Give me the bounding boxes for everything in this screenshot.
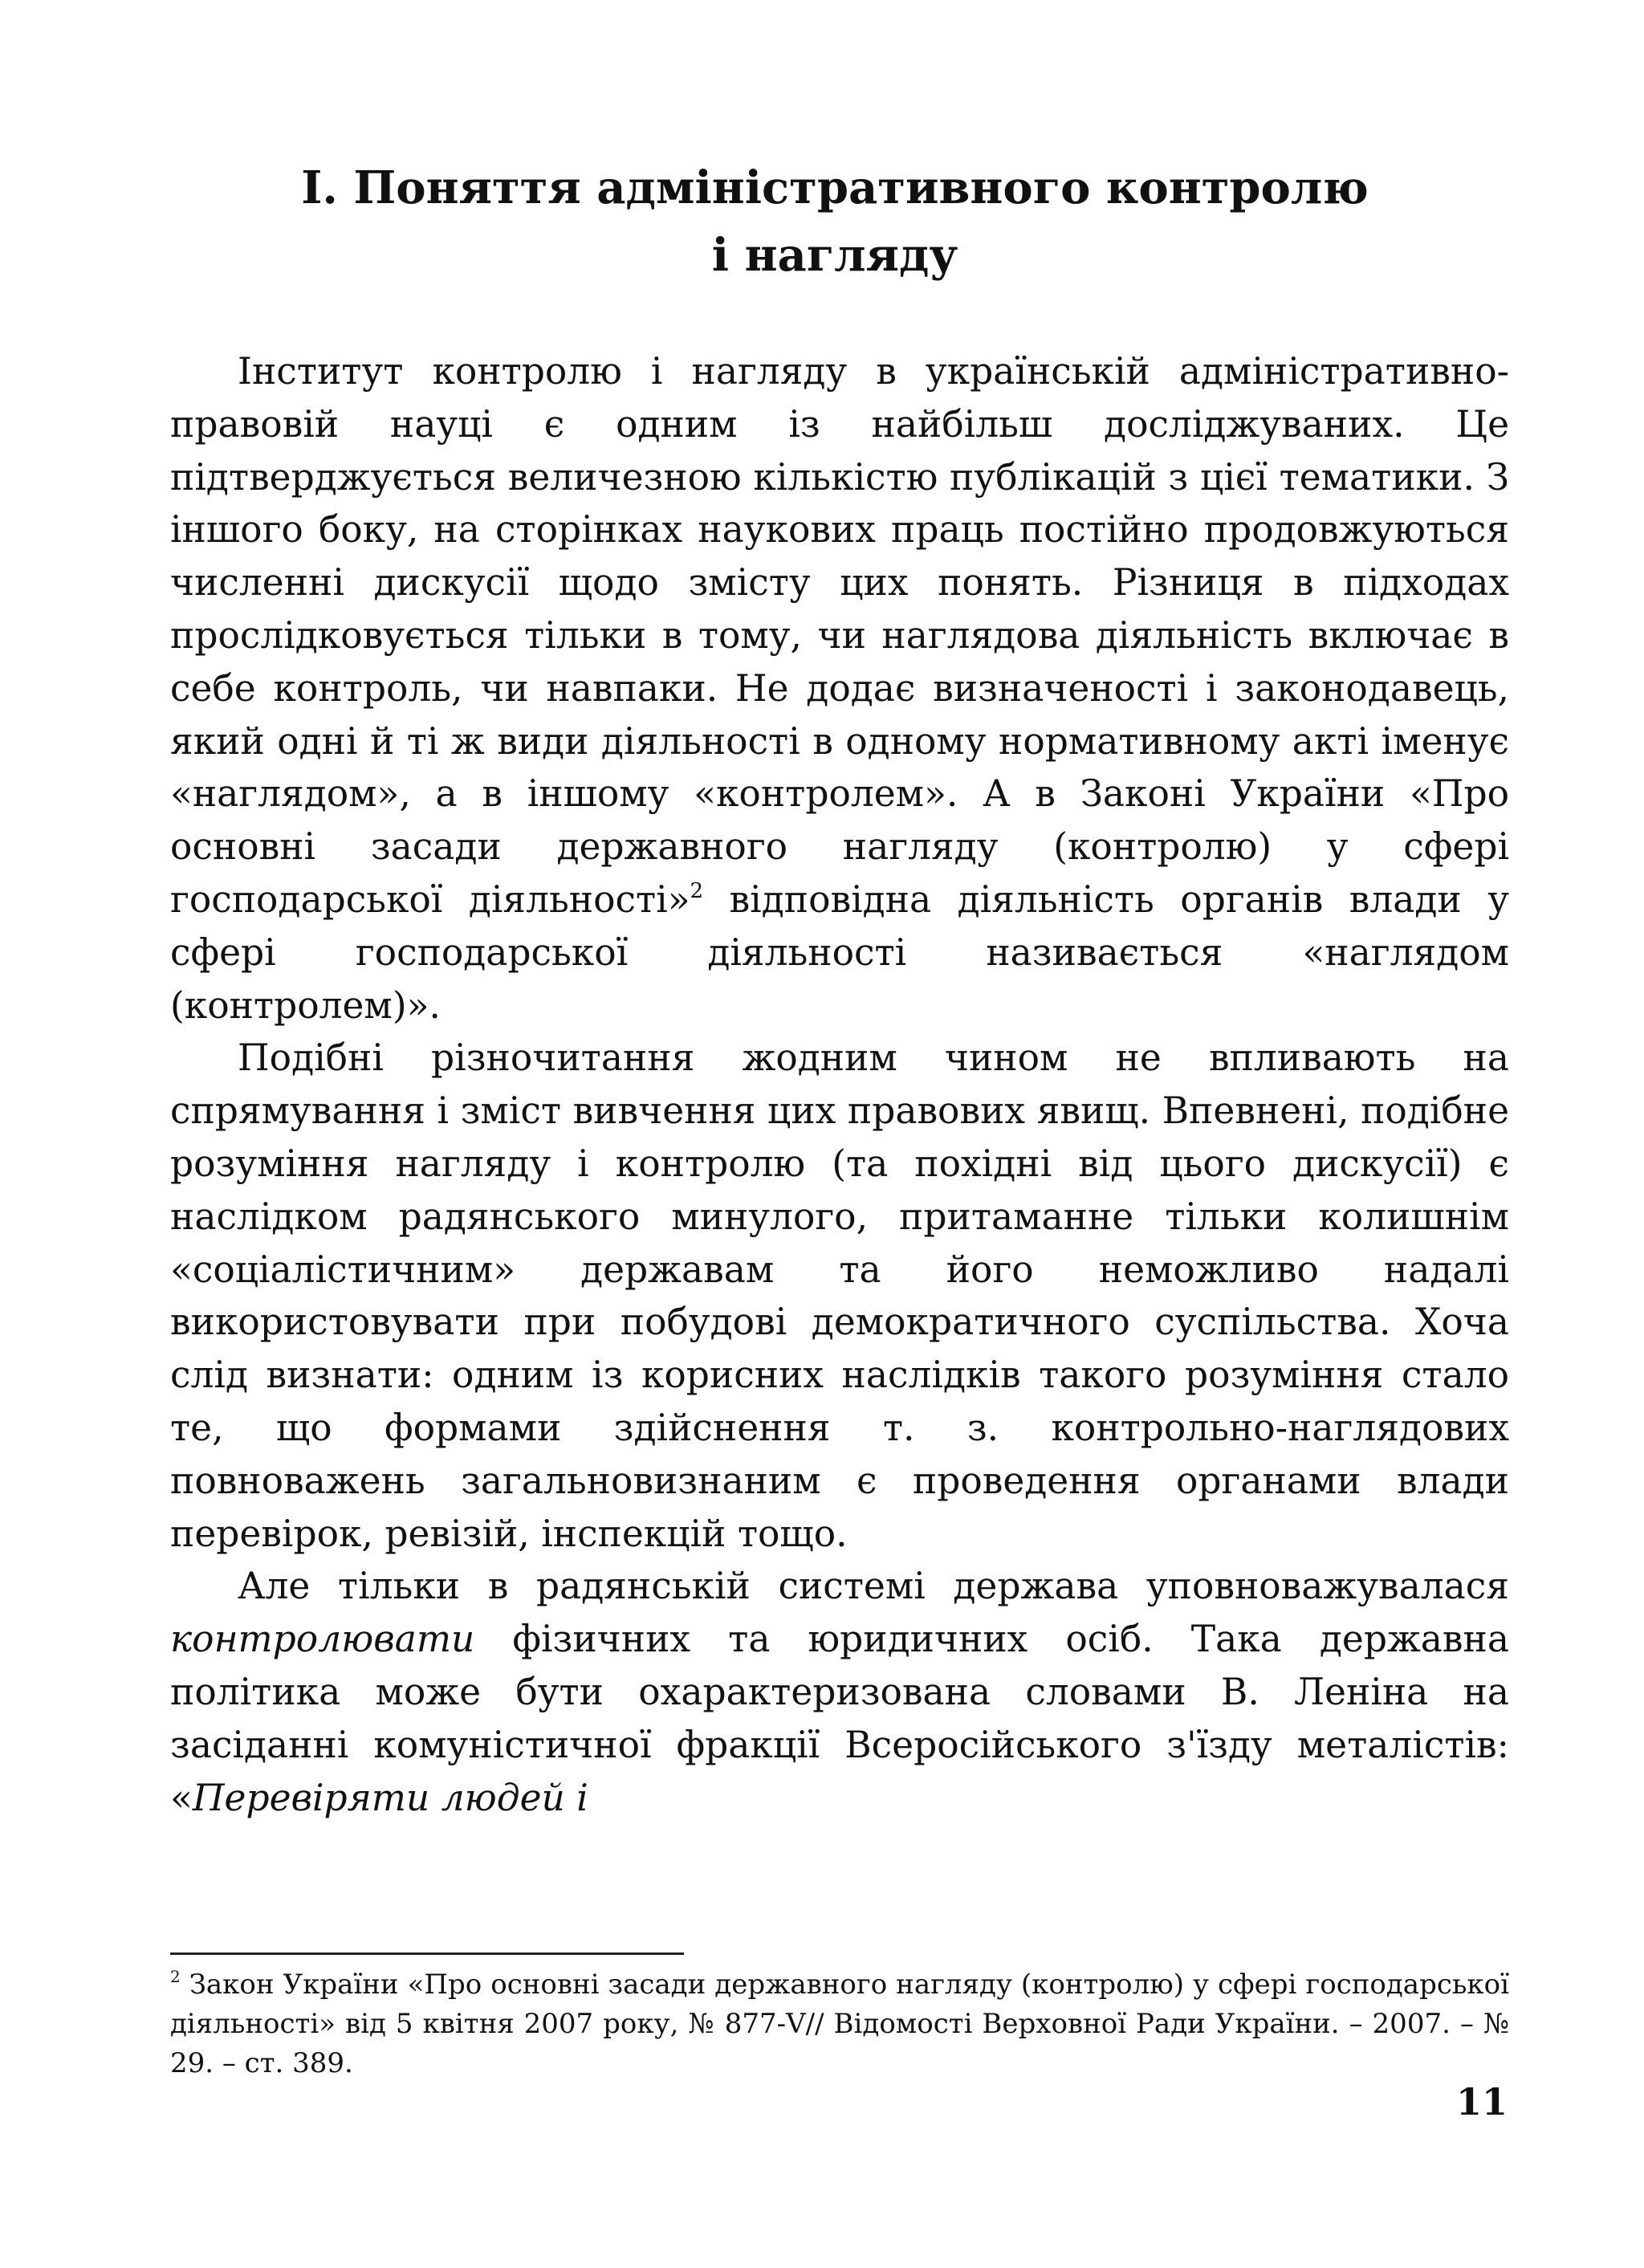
paragraph-3-text-a: Але тільки в радянській системі держава уповноважувалася — [238, 1565, 1509, 1608]
paragraph-3-italic-b: Перевіряти людей і — [192, 1776, 588, 1819]
section-heading — [161, 154, 1509, 289]
section-heading-line-2: і нагляду — [711, 229, 958, 282]
paragraph-2-text: Подібні різночитання жодним чином не впливають на спрямування і зміст вивчення цих правових явищ. Впевнені, подібне розуміння нагляду і контролю (та похідні від цього дискусії) є наслідком радянського минулого, притаманне тільки колишнім «соціалістичним» державам та його неможливо надалі використовувати при побудові демократичного суспільства. Хоча слід визнати: одним із корисних наслідків такого розуміння стало те, що формами здійснення т. з. контрольно-наглядових повноважень загальновизнаним є проведення органами влади перевірок, ревізій, інспекцій тощо. — [170, 1036, 1509, 1555]
paragraph-1-text-b: відповідна діяльність органів влади у сфері господарської діяльності називається «наглядом (контролем)». — [170, 877, 1509, 1027]
footnote-divider — [170, 1952, 684, 1955]
paragraph-2 — [170, 1032, 1509, 1560]
section-heading-line-1: І. Поняття адміністративного контролю — [301, 161, 1369, 214]
footnote-marker: 2 — [170, 1967, 181, 1986]
paragraph-3-italic-a: контролювати — [170, 1618, 475, 1661]
paragraph-3 — [170, 1560, 1509, 1824]
footnote-reference: 2 — [690, 878, 704, 903]
paragraph-1-text-a: Інститут контролю і нагляду в українській адміністративно-правовій науці є одним із найбільш досліджуваних. Це підтверджується величезною кількістю публікацій з цієї тематики. З іншого боку, на сторінках наукових праць постійно продовжуються численні дискусії щодо змісту цих понять. Різниця в підходах прослідковується тільки в тому, чи наглядова діяльність включає в себе контроль, чи навпаки. Не додає визначеності і законодавець, який одні й ті ж види діяльності в одному нормативному акті іменує «наглядом», а в іншому «контролем». А в Законі України «Про основні засади державного нагляду (контролю) у сфері господарської діяльності» — [170, 350, 1509, 921]
main-text — [170, 345, 1509, 1824]
footnote — [170, 1965, 1509, 2083]
paragraph-1 — [170, 345, 1509, 1032]
page-number: 11 — [1455, 2080, 1508, 2123]
paragraph-3-text-b: фізичних та юридичних осіб. Така державна політика може бути охарактеризована словами В. Леніна на засіданні комуністичної фракції Всеросійського з'їзду металістів: « — [170, 1618, 1509, 1819]
footnote-text: Закон України «Про основні засади державного нагляду (контролю) у сфері господарської діяльності» від 5 квітня 2007 року, № 877-V// Відомості Верховної Ради України. – 2007. – № 29. – ст. 389. — [170, 1969, 1509, 2079]
